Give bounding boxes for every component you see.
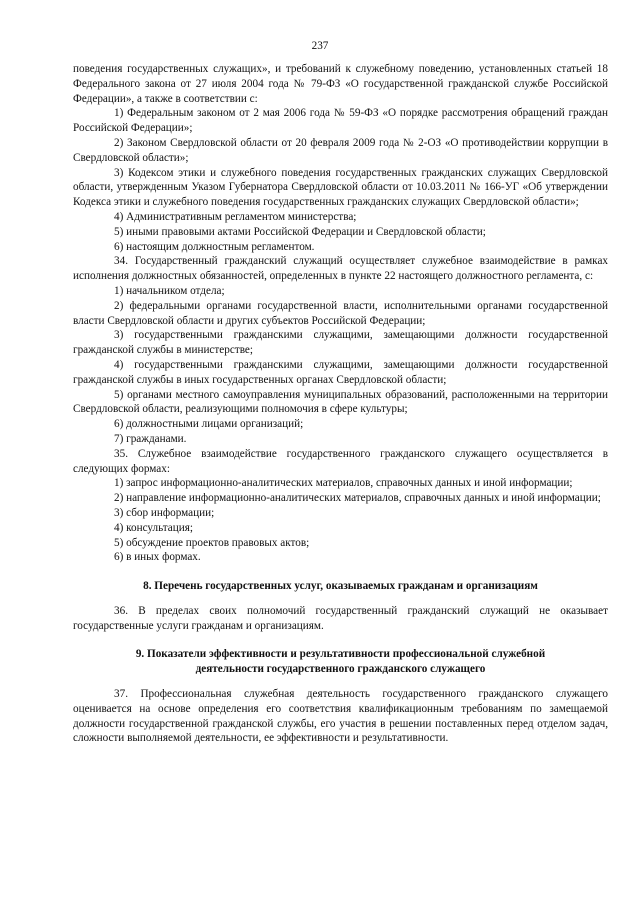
paragraph: 6) настоящим должностным регламентом. [114,240,315,253]
paragraph: 2) федеральными органами государственной власти, исполнительными органами государственной власти Свердловской области и других субъектов Российской Федерации; [73,299,608,327]
paragraph: 36. В пределах своих полномочий государственный гражданский служащий не оказывает государственные услуги гражданам и организациям. [73,604,608,632]
section-8-heading: 8. Перечень государственных услуг, оказываемых гражданам и организациям [143,580,538,593]
paragraph: 4) консультация; [114,521,193,534]
section-9-heading [73,647,608,677]
paragraph: 4) Административным регламентом министерства; [114,210,357,223]
paragraph: 6) в иных формах. [114,551,201,564]
paragraph: 6) должностными лицами организаций; [114,418,304,431]
paragraph: 35. Служебное взаимодействие государственного гражданского служащего осуществляется в следующих формах: [73,447,608,475]
paragraph: 3) сбор информации; [114,506,215,519]
page-number: 237 [311,40,329,52]
paragraph: 2) направление информационно-аналитических материалов, справочных данных и иной информации; [114,492,601,505]
paragraph: 2) Законом Свердловской области от 20 февраля 2009 года № 2-ОЗ «О противодействии коррупции в Свердловской области»; [73,136,608,164]
paragraph: 4) государственными гражданскими служащими, замещающими должности государственной гражданской службы в иных государственных органах Свердловской области; [73,358,608,386]
paragraph: 3) государственными гражданскими служащими, замещающими должности государственной гражданской службы в министерстве; [73,329,608,357]
paragraph: 5) иными правовыми актами Российской Федерации и Свердловской области; [114,225,486,238]
paragraph: 1) запрос информационно-аналитических материалов, справочных данных и иной информации; [114,477,573,490]
paragraph: поведения государственных служащих», и требований к служебному поведению, установленных статьей 18 Федерального закона от 27 июля 2004 года № 79-ФЗ «О государственной гражданской службе Российской Федерации», а также в соответствии с: [73,63,608,105]
section-9-heading-line-2: деятельности государственного гражданского служащего [195,663,486,676]
paragraph: 1) Федеральным законом от 2 мая 2006 года № 59-ФЗ «О порядке рассмотрения обращений граждан Российской Федерации»; [73,107,608,135]
paragraph: 5) обсуждение проектов правовых актов; [114,536,310,549]
paragraph: 5) органами местного самоуправления муниципальных образований, расположенными на территории Свердловской области, реализующими полномочия в сфере культуры; [73,388,608,416]
paragraph: 7) гражданами. [114,432,187,445]
paragraph: 3) Кодексом этики и служебного поведения государственных гражданских служащих Свердловской области, утвержденным Указом Губернатора Свердловской области от 10.03.2011 № 166-УГ «Об утверждении Кодекса этики и служебного поведения государственных гражданских служащих Свердловской области»; [73,166,608,209]
provisions-block [73,62,608,565]
section-9-heading-line-1: 9. Показатели эффективности и результативности профессиональной служебной [135,648,546,661]
paragraph: 37. Профессиональная служебная деятельность государственного гражданского служащего оценивается на основе определения его соответствия квалификационным требованиям по замещаемой должности государственной гражданской службы, его участия в решении поставленных перед отделом задач, сложности выполняемой деятельности, ее эффективности и результативности. [73,688,608,745]
document-body [73,62,608,746]
section-9-body [73,687,608,746]
paragraph: 1) начальником отдела; [114,284,225,297]
section-8-body [73,604,608,634]
paragraph: 34. Государственный гражданский служащий осуществляет служебное взаимодействие в рамках исполнения должностных обязанностей, определенных в пункте 22 настоящего должностного регламента, с: [73,255,608,283]
